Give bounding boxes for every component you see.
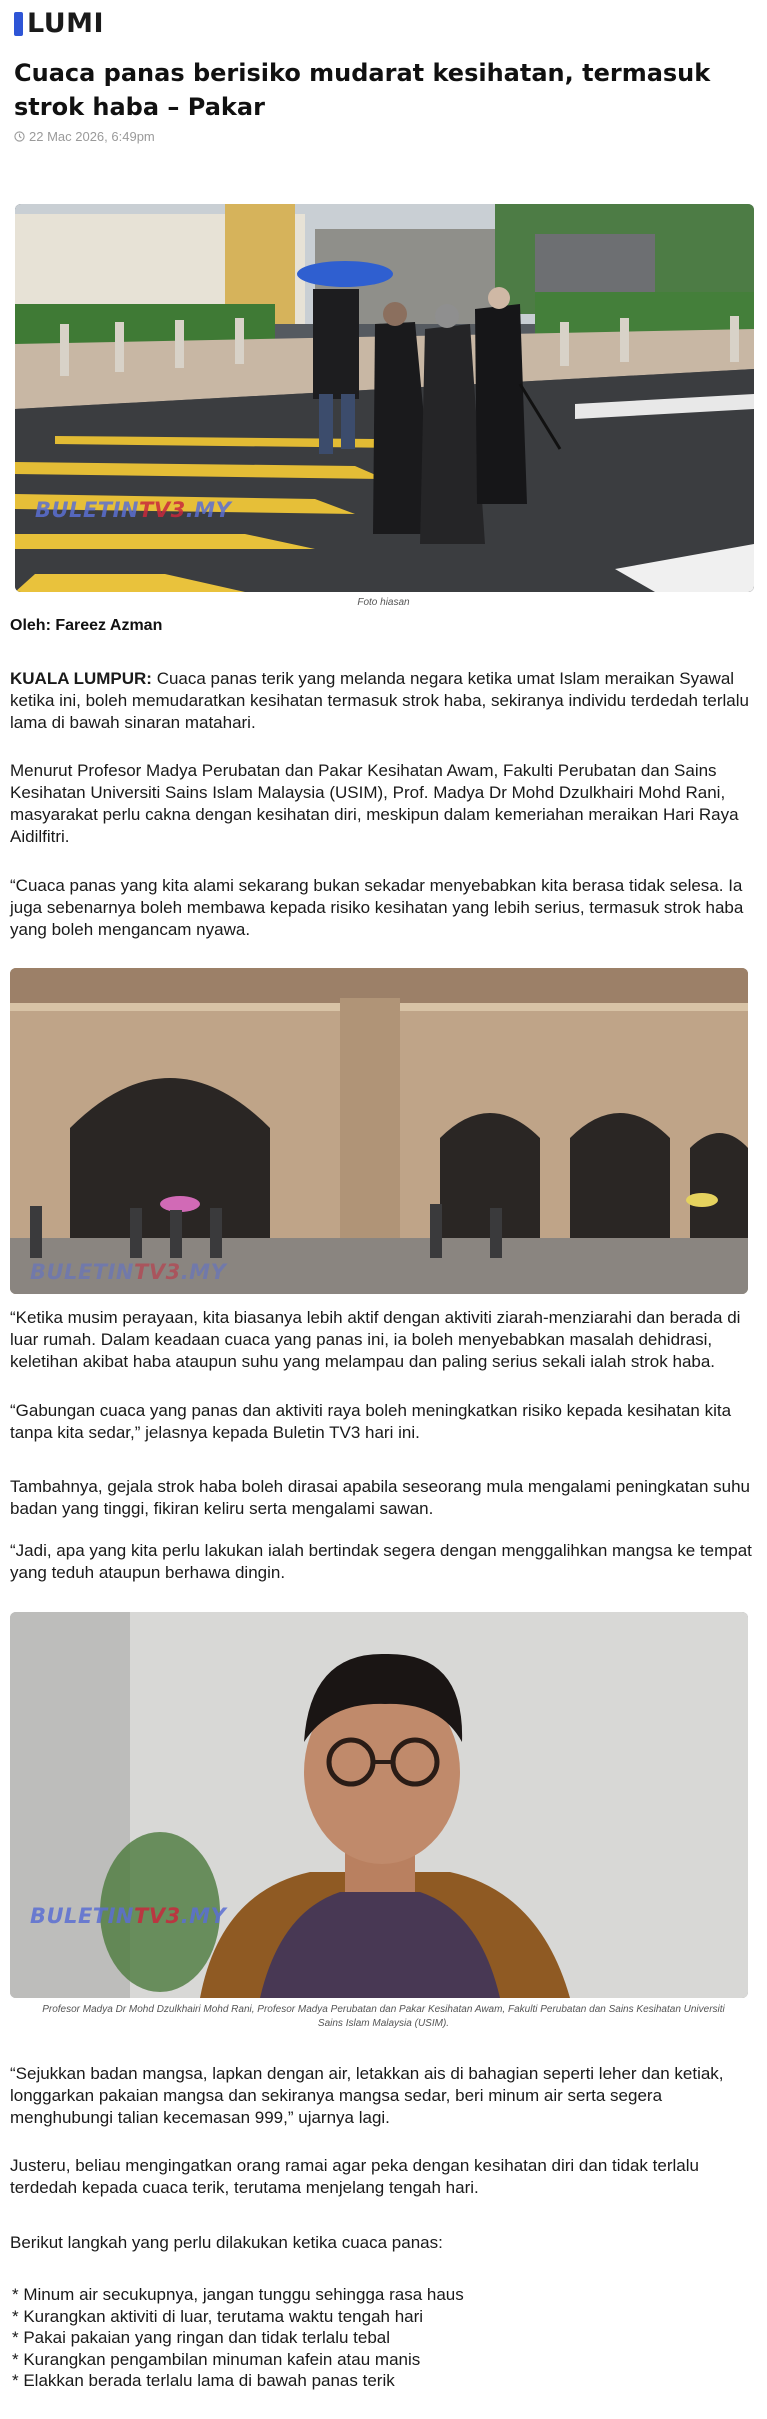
- paragraph: “Cuaca panas yang kita alami sekarang bukan sekadar menyebabkan kita berasa tidak selesa. Ia juga sebenarnya boleh membawa kepada risiko kesihatan yang lebih serius, termasuk strok haba yang boleh mengancam nyawa.: [10, 876, 744, 939]
- paragraph: “Ketika musim perayaan, kita biasanya lebih aktif dengan aktiviti ziarah-menziarahi dan berada di luar rumah. Dalam keadaan cuaca yang panas ini, ia boleh menyebabkan masalah dehidrasi, keletihan akibat haba ataupun suhu yang melampau dan paling serius sekali ialah strok haba.: [10, 1308, 741, 1371]
- article-title: Cuaca panas berisiko mudarat kesihatan, termasuk strok haba – Pakar: [14, 59, 711, 121]
- publish-date: 22 Mac 2026, 6:49pm: [29, 129, 155, 144]
- portrait-image: [10, 1612, 748, 1998]
- article-meta: [14, 129, 155, 144]
- logo-mark: [14, 12, 23, 36]
- byline: Oleh: Fareez Azman: [10, 617, 163, 634]
- paragraph: Berikut langkah yang perlu dilakukan ketika cuaca panas:: [10, 2233, 443, 2252]
- paragraph: Menurut Profesor Madya Perubatan dan Pakar Kesihatan Awam, Fakulti Perubatan dan Sains Kesihatan Universiti Sains Islam Malaysia (USIM), Prof. Madya Dr Mohd Dzulkhairi Mohd Rani, masyarakat perlu cakna dengan kesihatan diri, meskipun dalam kemeriahan meraikan Hari Raya Aidilfitri.: [10, 761, 739, 846]
- hero-image: [15, 204, 754, 592]
- tips-list: [12, 2284, 464, 2392]
- building-image: [10, 968, 748, 1294]
- clock-icon: [14, 131, 25, 142]
- paragraph: KUALA LUMPUR: Cuaca panas terik yang melanda negara ketika umat Islam meraikan Syawal ketika ini, boleh memudaratkan kesihatan termasuk strok haba, sekiranya individu terdedah terlalu lama di bawah sinaran matahari.: [10, 669, 749, 732]
- list-item: * Kurangkan pengambilan minuman kafein atau manis: [12, 2349, 421, 2369]
- watermark: BULETINTV3.MY: [35, 498, 232, 522]
- watermark: BULETINTV3.MY: [30, 1904, 227, 1928]
- list-item: * Kurangkan aktiviti di luar, terutama waktu tengah hari: [12, 2306, 424, 2326]
- paragraph: Tambahnya, gejala strok haba boleh dirasai apabila seseorang mula mengalami peningkatan suhu badan yang tinggi, fikiran keliru serta mengalami sawan.: [10, 1477, 750, 1518]
- hero-caption: Foto hiasan: [357, 597, 410, 608]
- paragraph: Justeru, beliau mengingatkan orang ramai agar peka dengan kesihatan diri dan tidak terlalu terdedah kepada cuaca terik, terutama menjelang tengah hari.: [10, 2156, 699, 2197]
- dateline: KUALA LUMPUR:: [10, 669, 152, 688]
- portrait-caption: Profesor Madya Dr Mohd Dzulkhairi Mohd Rani, Profesor Madya Perubatan dan Pakar Kesihatan Awam, Fakulti Perubatan dan Sains Kesihatan Universiti Sains Islam Malaysia (USIM).: [42, 2004, 725, 2029]
- paragraph: “Gabungan cuaca yang panas dan aktiviti raya boleh meningkatkan risiko kepada kesihatan kita tanpa kita sedar,” jelasnya kepada Buletin TV3 hari ini.: [10, 1401, 732, 1442]
- list-item: * Elakkan berada terlalu lama di bawah panas terik: [12, 2371, 395, 2390]
- paragraph: “Sejukkan badan mangsa, lapkan dengan air, letakkan ais di bahagian seperti leher dan ketiak, longgarkan pakaian mangsa dan sekiranya mangsa sedar, beri minum air serta segera menghubungi talian kecemasan 999,” ujarnya lagi.: [10, 2064, 724, 2127]
- logo-text: LUMI: [27, 8, 105, 39]
- watermark: BULETINTV3.MY: [30, 1260, 227, 1284]
- list-item: * Pakai pakaian yang ringan dan tidak terlalu tebal: [12, 2328, 391, 2347]
- list-item: * Minum air secukupnya, jangan tunggu sehingga rasa haus: [12, 2285, 464, 2304]
- paragraph: “Jadi, apa yang kita perlu lakukan ialah bertindak segera dengan menggalihkan mangsa ke tempat yang teduh ataupun berhawa dingin.: [10, 1541, 752, 1582]
- site-logo[interactable]: [14, 10, 104, 38]
